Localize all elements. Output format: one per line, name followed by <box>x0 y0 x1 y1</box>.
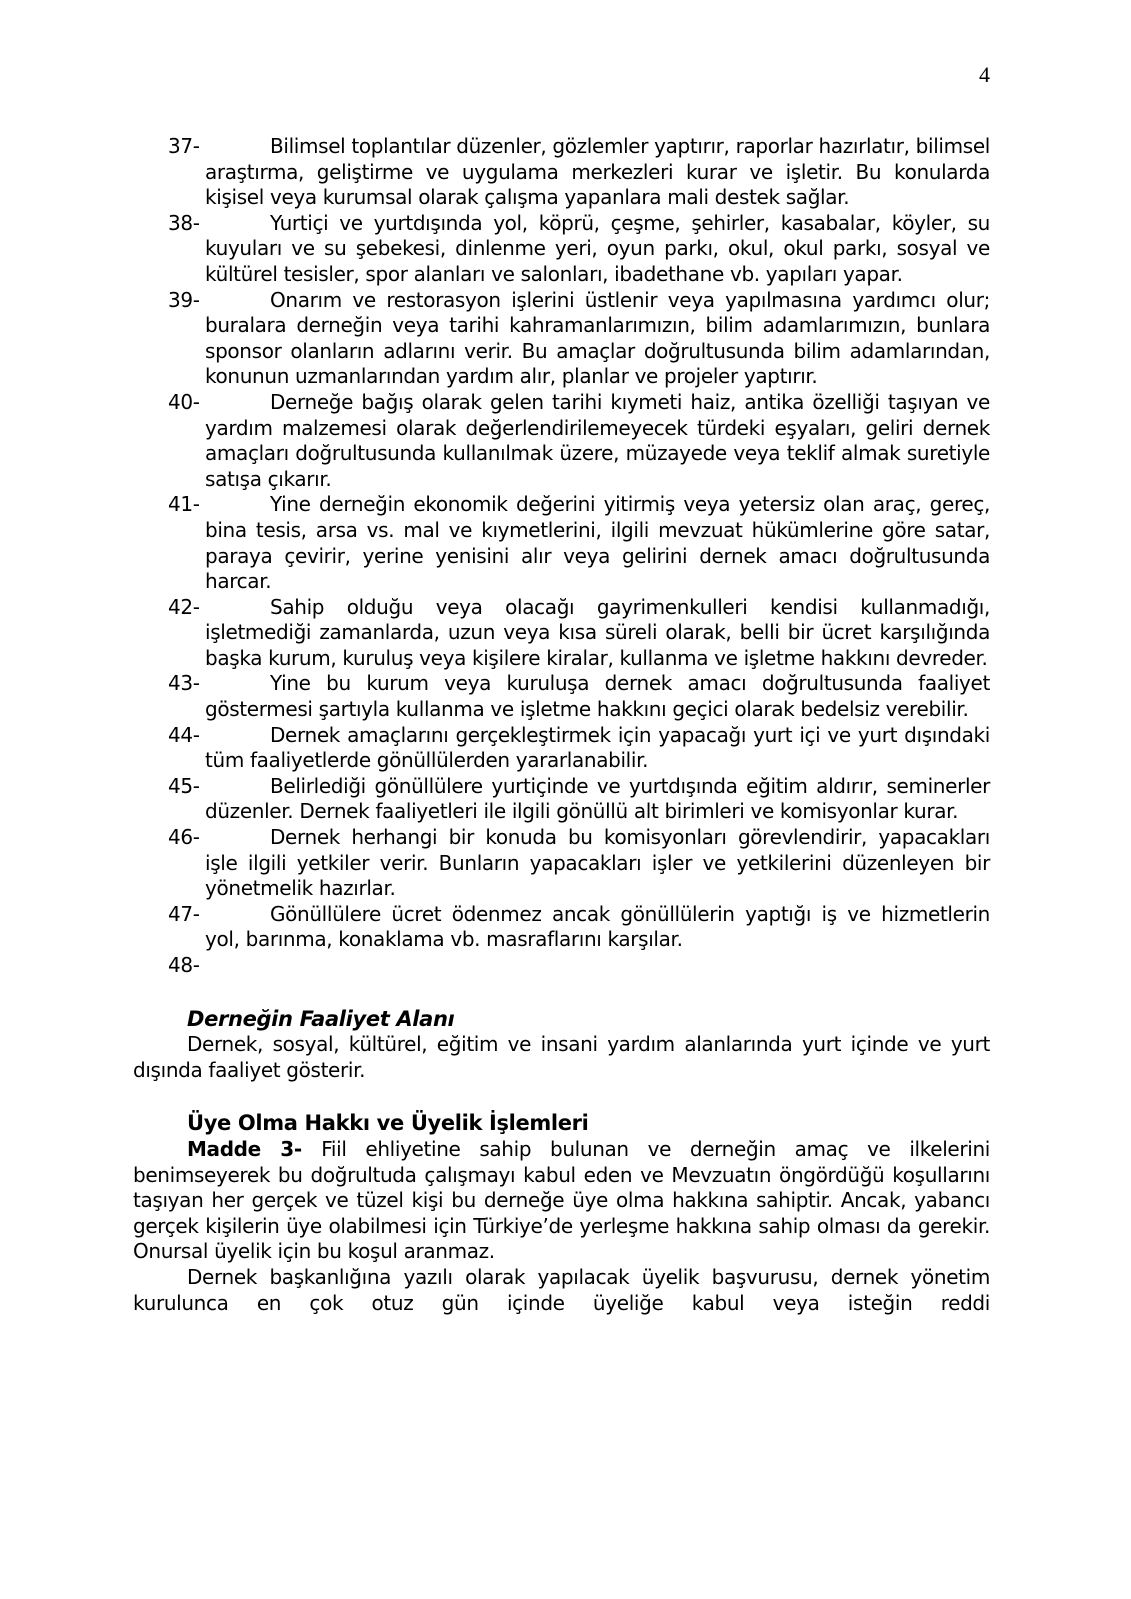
list-item-text: Dernek herhangi bir konuda bu komisyonları görevlendirir, yapacakları işle ilgili yetkiler verir. Bunların yapacakları işler ve yetkilerini düzenleyen bir yönetmelik hazırlar. <box>205 825 990 901</box>
list-item <box>133 953 990 979</box>
list-item-number: 39- <box>168 287 200 312</box>
list-item-number: 46- <box>168 825 200 850</box>
list-item <box>133 492 990 594</box>
list-item <box>133 134 990 211</box>
list-item <box>133 390 990 492</box>
madde-3-text: Fiil ehliyetine sahip bulunan ve derneğin amaç ve ilkelerini benimseyerek bu doğrultuda çalışmayı kabul eden ve Mevzuatın öngördüğü koşullarını taşıyan her gerçek ve tüzel kişi bu derneğe üye olma hakkına sahiptir. Ancak, yabancı gerçek kişilerin üye olabilmesi için Türkiye’de yerleşme hakkına sahip olması da gerekir. Onursal üyelik için bu koşul aranmaz. <box>133 1136 990 1264</box>
list-item-text: Gönüllülere ücret ödenmez ancak gönüllülerin yaptığı iş ve hizmetlerin yol, barınma, konaklama vb. masraflarını karşılar. <box>205 901 990 952</box>
list-item-text: Onarım ve restorasyon işlerini üstlenir veya yapılmasına yardımcı olur; buralara derneğin veya tarihi kahramanlarımızın, bilim adamlarımızın, bunlara sponsor olanların adlarını verir. Bu amaçlar doğrultusunda bilim adamlarından, konunun uzmanlarından yardım alır, planlar ve projeler yaptırır. <box>205 287 990 389</box>
list-item-number: 43- <box>168 671 200 696</box>
list-item <box>133 774 990 825</box>
list-item <box>133 595 990 672</box>
madde-3-separator: - <box>293 1136 322 1161</box>
list-item-text: Sahip olduğu veya olacağı gayrimenkulleri kendisi kullanmadığı, işletmediği zamanlarda, uzun veya kısa süreli olarak, belli bir ücret karşılığında başka kurum, kuruluş veya kişilere kiralar, kullanma ve işletme hakkını devreder. <box>205 594 990 670</box>
list-item <box>133 211 990 288</box>
list-item-text: Yurtiçi ve yurtdışında yol, köprü, çeşme, şehirler, kasabalar, köyler, su kuyuları ve su şebekesi, dinlenme yeri, oyun parkı, okul, okul parkı, sosyal ve kültürel tesisler, spor alanları ve salonları, ibadethane vb. yapıları yapar. <box>205 210 990 286</box>
list-item-number: 47- <box>168 901 200 926</box>
list-item-number: 40- <box>168 389 200 414</box>
list-item-text: Dernek amaçlarını gerçekleştirmek için yapacağı yurt içi ve yurt dışındaki tüm faaliyetlerde gönüllülerden yararlanabilir. <box>205 722 990 773</box>
list-item-number: 45- <box>168 773 200 798</box>
list-item-number: 41- <box>168 492 200 517</box>
section-heading-faaliyet-alani: Derneğin Faaliyet Alanı <box>187 1006 455 1031</box>
list-item <box>133 825 990 902</box>
list-item-text: Yine bu kurum veya kuruluşa dernek amacı doğrultusunda faaliyet göstermesi şartıyla kullanma ve işletme hakkını geçici olarak bedelsiz verebilir. <box>205 671 990 722</box>
list-item <box>133 723 990 774</box>
paragraph-faaliyet-alani: Dernek, sosyal, kültürel, eğitim ve insani yardım alanlarında yurt içinde ve yurt dışında faaliyet gösterir. <box>133 1032 990 1082</box>
list-item <box>133 902 990 953</box>
list-item-number: 44- <box>168 722 200 747</box>
page-number: 4 <box>979 62 990 87</box>
list-item-number: 42- <box>168 594 200 619</box>
list-item-number: 48- <box>168 953 200 977</box>
numbered-list <box>133 134 990 979</box>
list-item-text: Belirlediği gönüllülere yurtiçinde ve yurtdışında eğitim aldırır, seminerler düzenler. Dernek faaliyetleri ile ilgili gönüllü alt birimleri ve komisyonlar kurar. <box>205 773 990 824</box>
paragraph-membership-application: Dernek başkanlığına yazılı olarak yapılacak üyelik başvurusu, dernek yönetim kurulunca en çok otuz gün içinde üyeliğe kabul veya isteğin reddi <box>133 1264 990 1315</box>
list-item-text: Yine derneğin ekonomik değerini yitirmiş veya yetersiz olan araç, gereç, bina tesis, arsa vs. mal ve kıymetlerini, ilgili mevzuat hükümlerine göre satar, paraya çevirir, yerine yenisini alır veya gelirini dernek amacı doğrultusunda harcar. <box>205 492 990 594</box>
madde-3-label: Madde 3 <box>187 1136 294 1161</box>
list-item-text: Bilimsel toplantılar düzenler, gözlemler yaptırır, raporlar hazırlatır, bilimsel araştırma, geliştirme ve uygulama merkezleri kurar ve işletir. Bu konularda kişisel veya kurumsal olarak çalışma yapanlara mali destek sağlar. <box>205 134 990 210</box>
list-item <box>133 671 990 722</box>
paragraph-madde-3 <box>133 1137 990 1265</box>
list-item-number: 38- <box>168 210 200 235</box>
list-item-text: Derneğe bağış olarak gelen tarihi kıymeti haiz, antika özelliği taşıyan ve yardım malzemesi olarak değerlendirilemeyecek türdeki eşyaları, geliri dernek amaçları doğrultusunda kullanılmak üzere, müzayede veya teklif almak suretiyle satışa çıkarır. <box>205 389 990 491</box>
list-item <box>133 288 990 390</box>
section-heading-uye-olma: Üye Olma Hakkı ve Üyelik İşlemleri <box>187 1111 589 1136</box>
list-item-number: 37- <box>168 134 200 158</box>
